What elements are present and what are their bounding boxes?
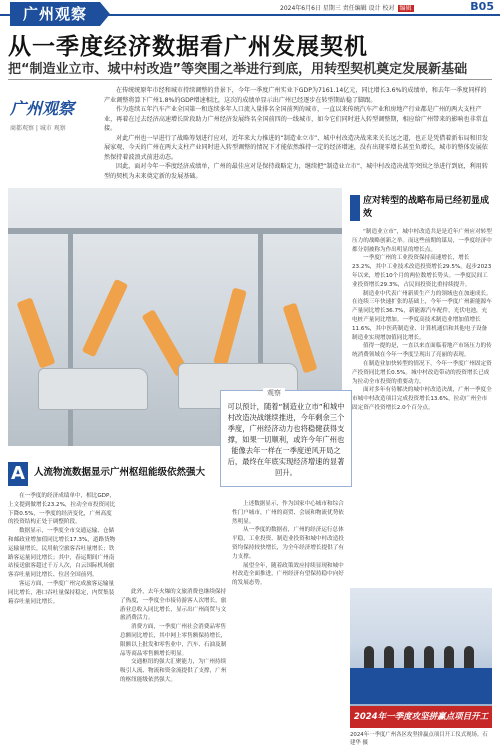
body-paragraph: 交通枢纽的强大汇聚能力，为广州持续吸引人流、物流和资金流提供了支撑，广州的枢纽能级依然强大。 xyxy=(120,659,227,683)
dateline xyxy=(280,3,414,12)
car-body xyxy=(38,368,148,410)
body-paragraph: 此外，去年火爆的文旅消费也继续保持了热度，一季度全市接待游客人次增长，旅游业总收入同比增长，显示出广州商贸与文旅消费活力。 xyxy=(120,589,227,622)
section-b-badge xyxy=(350,195,360,221)
photo-pillar xyxy=(68,234,73,446)
body-paragraph: 上述数据显示，作为国家中心城市和综合性门户城市，广州的商贸、会展和物流优势依然明显。 xyxy=(232,501,344,525)
article-column-1 xyxy=(8,492,116,606)
section-b-title: 应对转型的战略布局已经初显成效 xyxy=(363,196,490,219)
photo-person xyxy=(424,646,434,670)
pull-quote xyxy=(220,390,352,487)
lead-paragraph: 对此广州也一早进行了战略筹划进行应对，近年来大力推进的“制造业立市”、城中村改造决战来来关长远之道，也正是凭借着新布局和旧发展家观，今天的广州在两大支柱产业同时进入转型调整的情况下才能依然维持一定的经济增速，没有出现零增长甚至负增长，城市的整体发展依然保持着波浪式前进动态。 xyxy=(104,134,488,161)
body-paragraph: 一季度广州的工业投资保持高速增长，增长23.2%，其中工业技术改造投资增长29.5%。起步2023年以来，增长10个月的两位数增长势头。一季度民间工业投资增长29.3%，占民间投资比重持续提升。 xyxy=(352,255,492,288)
article-column-2 xyxy=(120,588,228,685)
photo-person xyxy=(364,646,374,670)
photo-person xyxy=(384,646,394,670)
lead-paragraph: 在传统统原年市经和城市持续调整的背景下，今年一季度广州实业下GDP为7161.14亿元，同比增长3.6%的成绩单，和去年一季度同样的产业调整将算下广州1.8%的GDP增速相比，这次的成绩单显示出广州已经逐步在转型期站稳了脚跟。 xyxy=(104,87,487,104)
section-a-title: 人流物流数据显示广州枢纽能级依然强大 xyxy=(34,467,206,478)
lead-paragraph: 作为连续五年汽车产业全国第一和连续多年人口流入量排名全国前列的城市，一直以来传统汽车产业和房地产行业都是广州的两大支柱产业，再着在过去经济高速增长阶段助力广州经济发展终名全国前四的一线城市，如今它们同时进入转型调整期，相应给广州带来的影响也非常直接。 xyxy=(104,106,488,132)
body-paragraph: 值得一提的是，一直以来直面临着地产市场压力的传统消费领域在今年一季度呈现出了亮丽的表现。 xyxy=(352,343,492,359)
page-number: B05 xyxy=(470,0,494,13)
lead-paragraph: 因此，面对今年一季度经济成绩单，广州的最佳应对是保持战略定力，继续把“制造业立市”、城中村改造决战等突围之举进行到底，利用转型的契机为未来奠定新的发展基础。 xyxy=(104,163,488,180)
groundbreaking-photo xyxy=(350,588,492,728)
logo-tagline: 商都观察 | 城市 观察 xyxy=(10,125,66,132)
body-paragraph: 制造业中代表广州新质生产力的领域也在加速成长。在连续三年快速扩张的基础上，今年一季度广州新能源车产量同比增长36.7%，新能源汽车配件，光伏电池，充电桩产量同比增加。一季度高技术制造业增加值增长11.6%，其中医药制造业、计算机通信和其他电子设备制造业实现增加值同比增长。 xyxy=(352,290,492,341)
body-paragraph: 面对多年有待解决的城中村改造决战，广州一季度全市城中村改造项目完成投资增长13.6%，拉动广州全市固定资产投资增长2.0个百分点。 xyxy=(352,387,492,411)
edition-tag: 编辑 xyxy=(399,5,412,12)
pull-quote-text: 可以预计，随着“制造业立市”和城中村改造决战继续推进，今年剩余三个季度，广州经济动力也将稳健获得支撑，如果一切顺利，或许今年广州也能像去年一样在一季度逆风开局之后，最终在年底实现经济增速的显著回升。 xyxy=(227,402,345,477)
section-b-heading xyxy=(350,195,492,221)
divider xyxy=(8,79,492,80)
photo-person xyxy=(444,646,454,670)
column-tag: 广州观察 xyxy=(10,2,100,26)
column-logo xyxy=(10,96,96,146)
subheadline: 把“制造业立市、城中村改造”等突围之举进行到底，用转型契机奠定发展新基础 xyxy=(8,62,468,77)
article-column-3 xyxy=(232,500,344,588)
logo-title: 广州观察 xyxy=(10,99,75,118)
photo-banner: 2024年一季度攻坚拼赢点项目开工 xyxy=(350,706,492,728)
photo-person xyxy=(464,646,474,670)
body-paragraph: 展望全年，随着政策效应持续显现和城中村改造全面推进，广州经济有望保持稳中向好的发展态势。 xyxy=(232,562,344,587)
body-paragraph: 客运方面，一季度广州完成旅客运输量同比增长，港口吞吐量保持稳定，内贸集装箱吞吐量同比增长。 xyxy=(8,580,115,605)
robot-arm xyxy=(82,279,128,357)
robot-arm xyxy=(17,297,56,368)
photo-caption: 2024年一季度广州各区攻坚拼赢点项目开工仪式现场。石建华 摄 xyxy=(350,732,488,746)
photo-person xyxy=(404,646,414,670)
body-paragraph: 从一季度的数据看，广州的经济运行总体平稳，工业投资、制造业投资和城中村改造投资均保持较快增长，为全年经济增长提供了有力支撑。 xyxy=(232,527,344,560)
headline: 从一季度经济数据看广州发展契机 xyxy=(8,34,368,60)
photo-beam xyxy=(8,228,342,234)
dateline-text: 2024年6月6日 星期三 责任编辑 设计 校对 xyxy=(280,5,395,12)
body-paragraph: “制造业立市”，城中村改造共是是近年广州应对转型压力的战略创新之举。而这些前期的谋局，一季度经济中都分别被称为作出明显的增长点。 xyxy=(352,229,492,253)
section-a-badge: A xyxy=(8,462,28,486)
body-paragraph: 在一季度的经济成绩单中，相比GDP，上文提到做增长23.2%，拉动全市投资同比下降0.5%，一季度的经济变化，广州高度的投资结构正处于调整阶段。 xyxy=(8,493,116,526)
robot-arm xyxy=(213,288,247,367)
body-paragraph: 数据显示，一季度全市交通运输、仓储和邮政业增加值同比增长17.3%，道路货物运输量增长，民用航空旅客吞吐量增长；铁路客运量同比增长；其中，春运期间广州南站接送旅客超过千万人次，白云国际机场旅客吞吐量同比增长、位居全国前列。 xyxy=(8,528,116,579)
section-b-body xyxy=(352,228,492,413)
body-paragraph: 消费方面，一季度广州社会消费品零售总额同比增长，其中网上零售额保持增长，限额以上批发和零售业中，汽车、石油及制品等商品零售额增长明显。 xyxy=(120,624,227,657)
photo-stage xyxy=(350,668,492,704)
body-paragraph: 在制造业加快转型的情况下，今年一季度广州固定资产投资同比增长0.5%。城中村改造带动的投资增长已成为拉动全市投资的重要动力。 xyxy=(352,360,492,385)
lead-paragraphs xyxy=(104,86,492,181)
pull-quote-label: 观察 xyxy=(263,388,285,398)
